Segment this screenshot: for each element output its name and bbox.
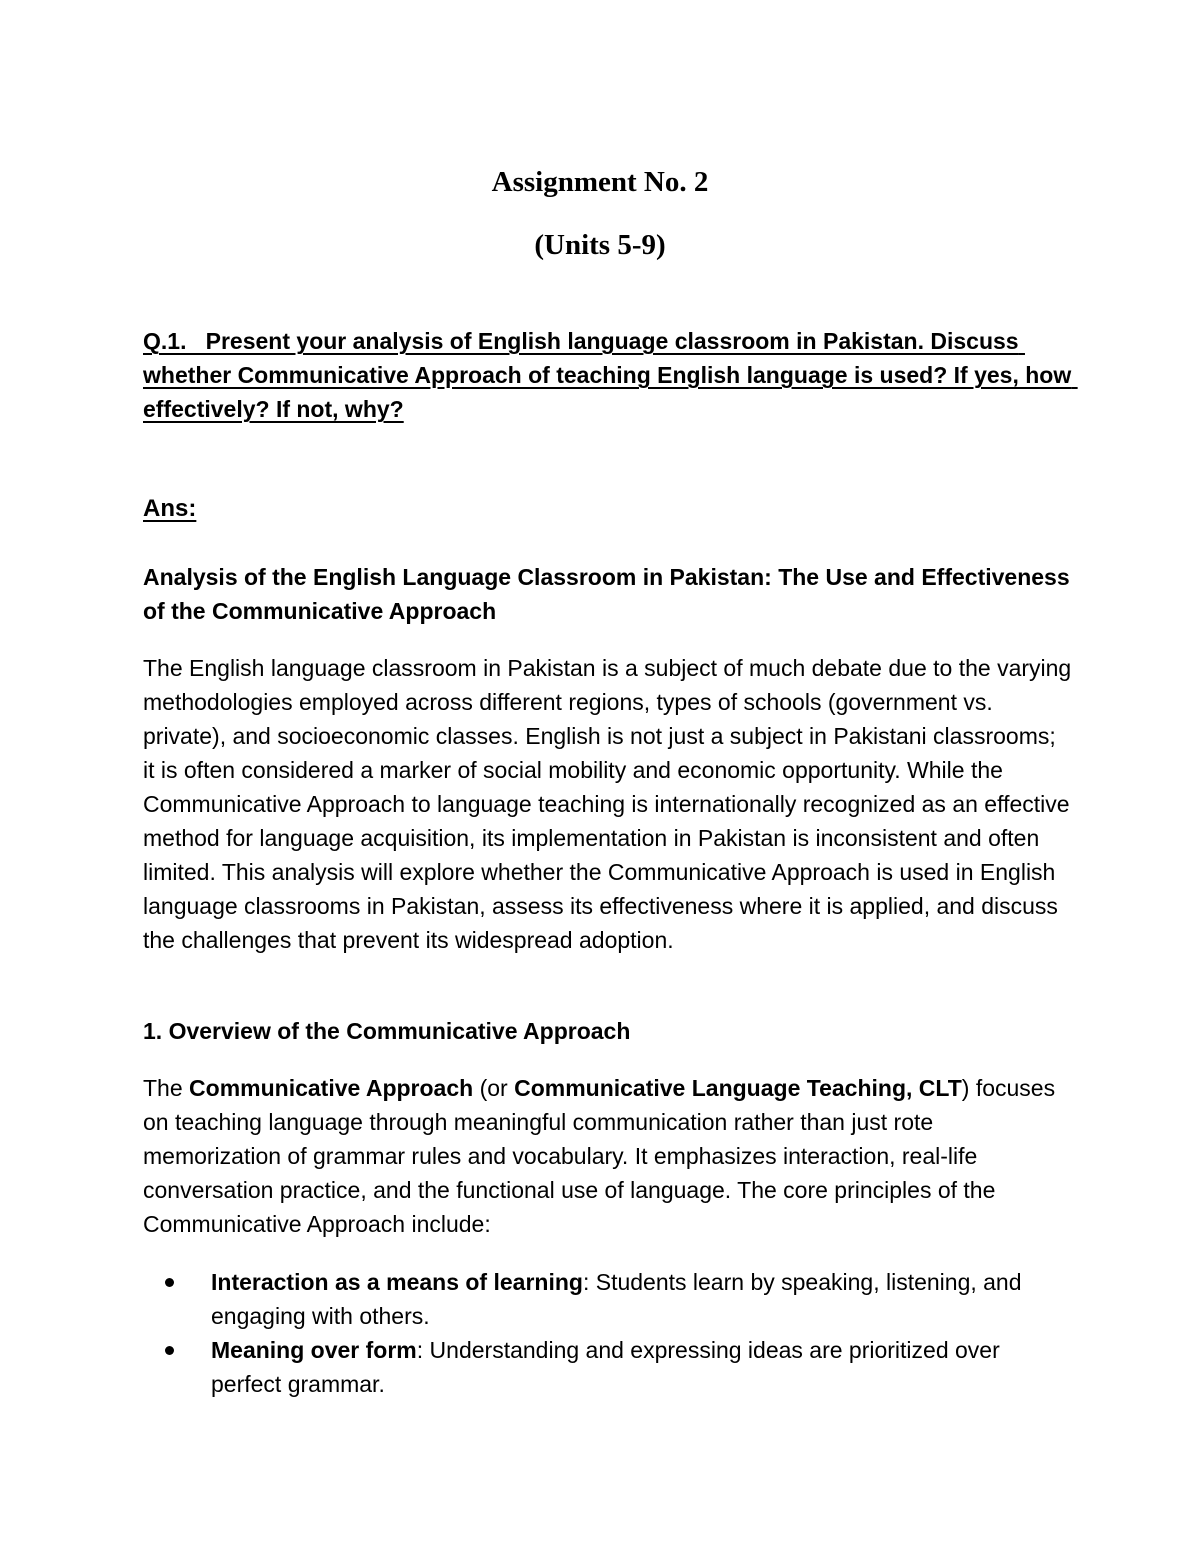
clt-text-part1: The [143,1075,190,1101]
answer-label: Ans: [143,495,197,522]
units-subtitle: (Units 5-9) [534,229,666,261]
intro-paragraph: The English language classroom in Pakistan is a subject of much debate due to the varying methodologies employed across different regions, types of schools (government vs. private), and socioeconomic classes. English is not just a subject in Pakistani classrooms; it is often considered a marker of social mobility and economic opportunity. While the Communicative Approach to language teaching is internationally recognized as an effective method for language acquisition, its implementation in Pakistan is inconsistent and often limited. This analysis will explore whether the Communicative Approach is used in English language classrooms in Pakistan, assess its effectiveness where it is applied, and discuss the challenges that prevent its widespread adoption. [143,655,1072,953]
section-heading: 1. Overview of the Communicative Approach [143,1018,631,1044]
bullet-icon [165,1278,174,1287]
bullet-icon [165,1346,174,1355]
principle-term: Meaning over form [211,1337,417,1363]
principle-description: : Students learn by speaking, listening, and engaging with others. [211,1269,1022,1329]
clt-bold-term-1: Communicative Approach [189,1075,474,1101]
analysis-heading: Analysis of the English Language Classroom in Pakistan: The Use and Effectiveness of the Communicative Approach [143,564,1070,624]
clt-bold-term-2: Communicative Language Teaching, CLT [514,1075,962,1101]
list-item [143,1265,1073,1333]
principles-list [143,1265,1073,1401]
clt-paragraph [143,1071,1073,1241]
principle-description: : Understanding and expressing ideas are prioritized over perfect grammar. [211,1337,1000,1397]
list-item [143,1333,1073,1401]
principle-term: Interaction as a means of learning [211,1269,583,1295]
question-text: Q.1. Present your analysis of English language classroom in Pakistan. Discuss whether Communicative Approach of teaching English language is used? If yes, how effectively? If not, why? [143,328,1078,422]
clt-text-part2: (or [473,1075,515,1101]
assignment-title: Assignment No. 2 [491,166,709,198]
clt-text-part3: ) focuses on teaching language through meaningful communication rather than just rote memorization of grammar rules and vocabulary. It emphasizes interaction, real-life conversation practice, and the functional use of language. The core principles of the Communicative Approach include: [143,1075,1056,1237]
